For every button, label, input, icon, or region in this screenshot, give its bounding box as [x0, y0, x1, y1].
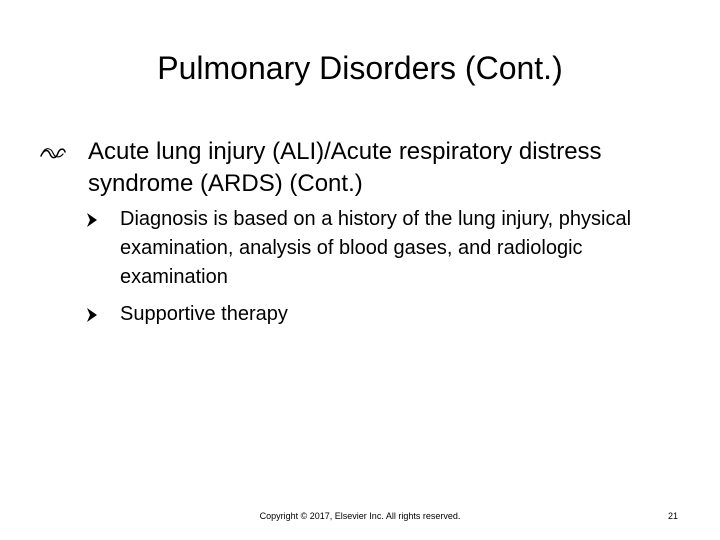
sub-bullet-diagnosis [86, 205, 686, 292]
sub-bullet-text: Diagnosis is based on a history of the lung injury, physical examination, analysis of blood gases, and radiologic examination [120, 208, 632, 288]
scroll-bullet-icon [40, 146, 66, 160]
copyright-text: Copyright © 2017, Elsevier Inc. All rights reserved. [259, 511, 461, 521]
sub-bullet-text: Supportive therapy [120, 303, 288, 325]
sub-bullet-therapy [86, 300, 686, 329]
main-bullet-text: Acute lung injury (ALI)/Acute respiratory distress syndrome (ARDS) (Cont.) [88, 138, 602, 197]
arrowhead-bullet-icon [86, 212, 98, 228]
page-number: 21 [667, 511, 678, 521]
slide-footer [0, 508, 720, 524]
arrowhead-bullet-icon [86, 307, 98, 323]
slide-title: Pulmonary Disorders (Cont.) [157, 50, 563, 86]
main-bullet [40, 136, 640, 200]
